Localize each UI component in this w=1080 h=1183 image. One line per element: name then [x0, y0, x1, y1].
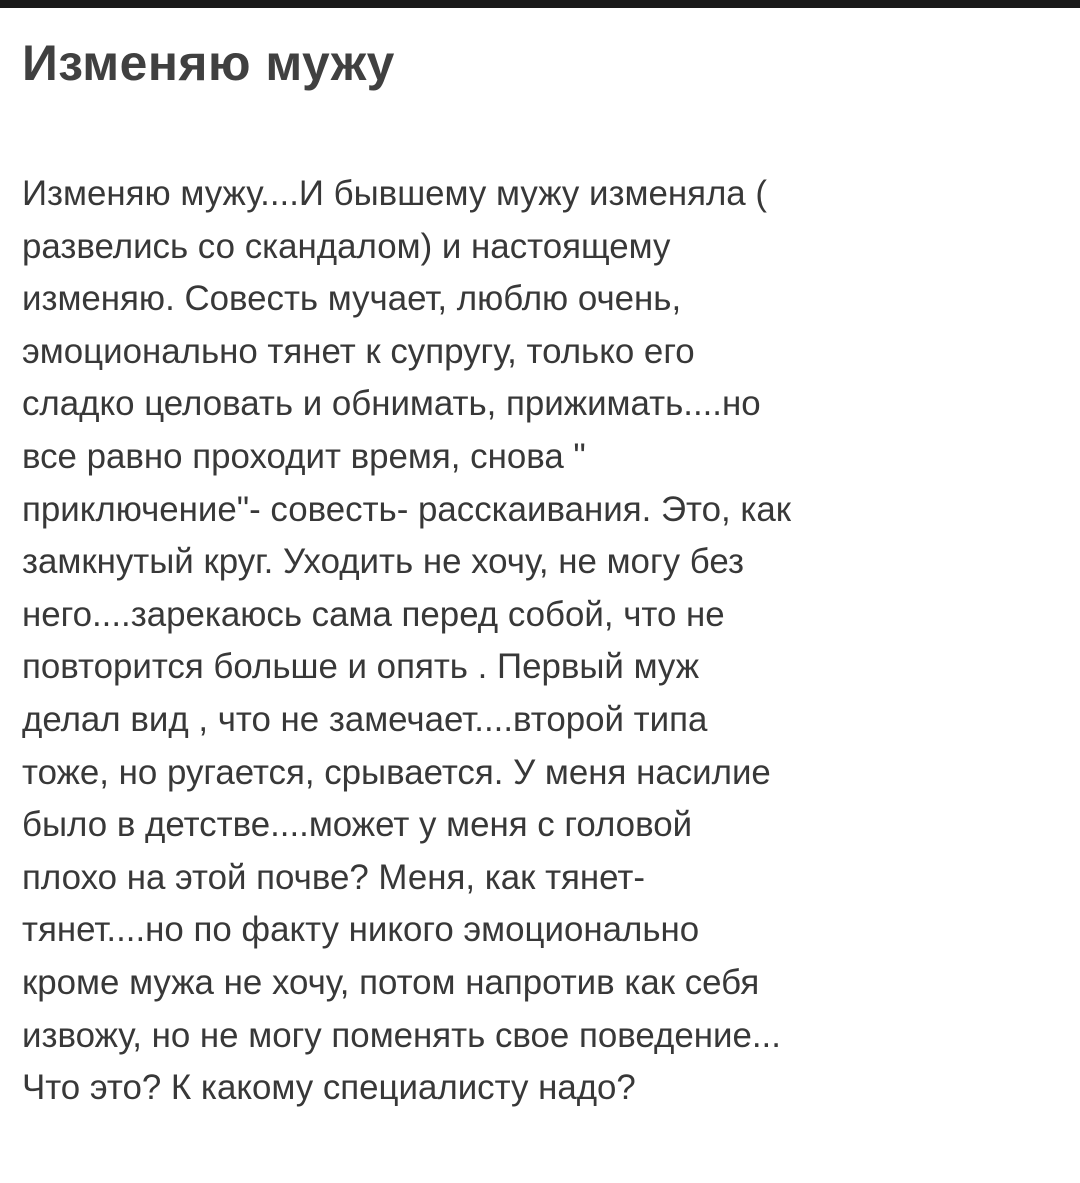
post-body-line: все равно проходит время, снова ": [22, 436, 586, 476]
post-body-line: развелись со скандалом) и настоящему: [22, 226, 671, 266]
post-body-line: Изменяю мужу....И бывшему мужу изменяла (: [22, 174, 767, 213]
post-body-line: сладко целовать и обнимать, прижимать....но: [22, 384, 761, 424]
post-body-line: него....зарекаюсь сама перед собой, что не: [22, 594, 725, 634]
post-body-line: было в детстве....может у меня с головой: [22, 805, 693, 845]
post-title: Изменяю мужу: [22, 35, 395, 91]
post-body-line: изменяю. Совесть мучает, люблю очень,: [22, 279, 682, 319]
post-body-line: делал вид , что не замечает....второй типа: [22, 699, 708, 739]
post-body-line: повторится больше и опять . Первый муж: [22, 647, 700, 687]
post-body-line: извожу, но не могу поменять свое поведение...: [22, 1015, 781, 1055]
post-body-line: приключение"- совесть- расскаивания. Это, как: [22, 489, 792, 529]
post-body-line: тянет....но по факту никого эмоционально: [22, 910, 700, 950]
post-body: [22, 168, 1062, 1115]
post-body-line: Что это? К какому специалисту надо?: [22, 1068, 636, 1108]
post-body-line: замкнутый круг. Уходить не хочу, не могу без: [22, 542, 744, 582]
top-edge-bar: [0, 0, 1080, 8]
post-body-line: тоже, но ругается, срывается. У меня насилие: [22, 752, 771, 792]
post-body-line: эмоционально тянет к супругу, только его: [22, 331, 695, 371]
post-card: [22, 8, 1062, 1183]
post-body-line: кроме мужа не хочу, потом напротив как себя: [22, 962, 760, 1002]
post-body-line: плохо на этой почве? Меня, как тянет-: [22, 857, 645, 897]
